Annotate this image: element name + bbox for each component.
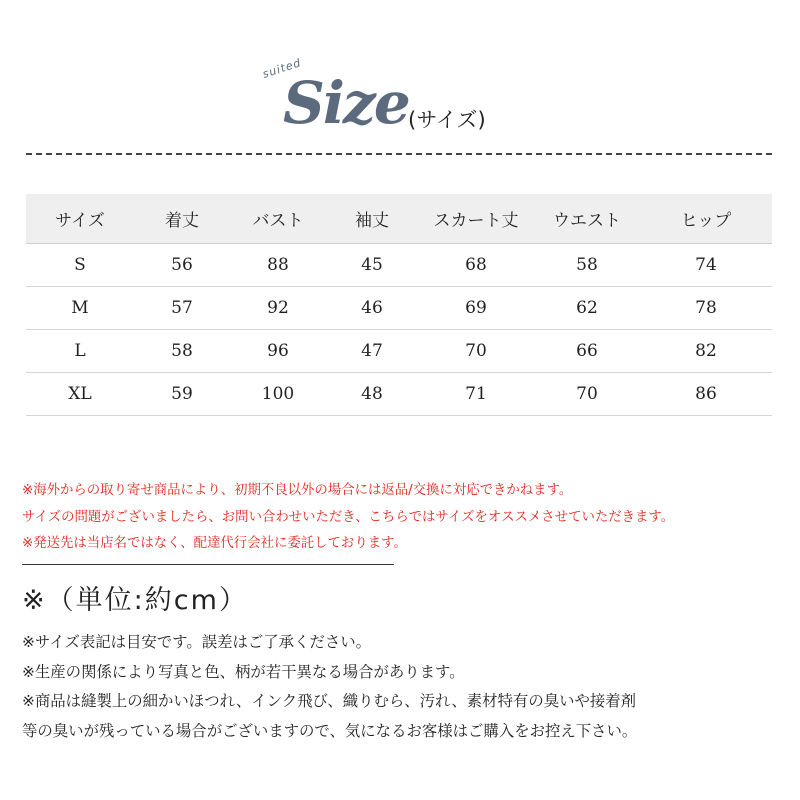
table-cell-size: S bbox=[26, 244, 134, 287]
table-cell: 86 bbox=[640, 373, 772, 416]
dashed-divider bbox=[26, 153, 772, 155]
unit-title: ※（単位:約cm） bbox=[22, 585, 248, 616]
col-header-hip: ヒップ bbox=[640, 194, 772, 244]
size-subtitle: (サイズ) bbox=[408, 108, 486, 132]
disclaimer-block bbox=[22, 628, 792, 746]
table-header-row bbox=[26, 194, 772, 244]
table-cell: 62 bbox=[534, 287, 640, 330]
table-cell: 70 bbox=[534, 373, 640, 416]
table-cell: 71 bbox=[418, 373, 534, 416]
table-cell: 82 bbox=[640, 330, 772, 373]
table-cell: 48 bbox=[326, 373, 418, 416]
col-header-sleeve: 袖丈 bbox=[326, 194, 418, 244]
table-cell: 66 bbox=[534, 330, 640, 373]
col-header-size: サイズ bbox=[26, 194, 134, 244]
size-logo: Size bbox=[283, 69, 409, 137]
disclaimer-line: ※生産の関係により写真と色、柄が若干異なる場合があります。 bbox=[22, 662, 465, 681]
table-cell-size: L bbox=[26, 330, 134, 373]
table-cell: 69 bbox=[418, 287, 534, 330]
table-row bbox=[26, 373, 772, 416]
table-cell-size: M bbox=[26, 287, 134, 330]
notice-line: ※海外からの取り寄せ商品により、初期不良以外の場合には返品/交換に対応できかねます。 bbox=[22, 483, 573, 498]
table-cell: 58 bbox=[534, 244, 640, 287]
table-row bbox=[26, 330, 772, 373]
table-cell: 68 bbox=[418, 244, 534, 287]
table-cell: 57 bbox=[134, 287, 230, 330]
table-cell: 47 bbox=[326, 330, 418, 373]
col-header-length: 着丈 bbox=[134, 194, 230, 244]
table-cell: 46 bbox=[326, 287, 418, 330]
notice-line: ※発送先は当店名ではなく、配達代行会社に委託しております。 bbox=[22, 536, 407, 551]
col-header-bust: バスト bbox=[230, 194, 326, 244]
table-cell: 45 bbox=[326, 244, 418, 287]
table-row bbox=[26, 287, 772, 330]
logo-suited-text: suited bbox=[260, 56, 303, 81]
table-cell: 92 bbox=[230, 287, 326, 330]
table-cell: 100 bbox=[230, 373, 326, 416]
table-cell-size: XL bbox=[26, 373, 134, 416]
col-header-skirt-length: スカート丈 bbox=[418, 194, 534, 244]
table-cell: 96 bbox=[230, 330, 326, 373]
col-header-waist: ウエスト bbox=[534, 194, 640, 244]
table-cell: 78 bbox=[640, 287, 772, 330]
table-cell: 59 bbox=[134, 373, 230, 416]
unit-divider bbox=[22, 564, 394, 565]
table-cell: 58 bbox=[134, 330, 230, 373]
disclaimer-line: ※サイズ表記は目安です。誤差はご了承ください。 bbox=[22, 633, 372, 651]
table-cell: 74 bbox=[640, 244, 772, 287]
disclaimer-line: ※商品は縫製上の細かいほつれ、インク飛び、織りむら、汚れ、素材特有の臭いや接着剤 bbox=[22, 692, 637, 710]
red-notice-block bbox=[22, 478, 792, 558]
table-cell: 56 bbox=[134, 244, 230, 287]
disclaimer-line: 等の臭いが残っている場合がございますので、気になるお客様はご購入をお控え下さい。 bbox=[22, 721, 638, 740]
table-cell: 70 bbox=[418, 330, 534, 373]
table-cell: 88 bbox=[230, 244, 326, 287]
notice-line: サイズの問題がございましたら、お問い合わせいただき、こちらではサイズをオススメさせていただきます。 bbox=[22, 509, 675, 525]
size-header bbox=[0, 0, 800, 160]
table-row bbox=[26, 244, 772, 287]
size-table bbox=[26, 194, 772, 416]
